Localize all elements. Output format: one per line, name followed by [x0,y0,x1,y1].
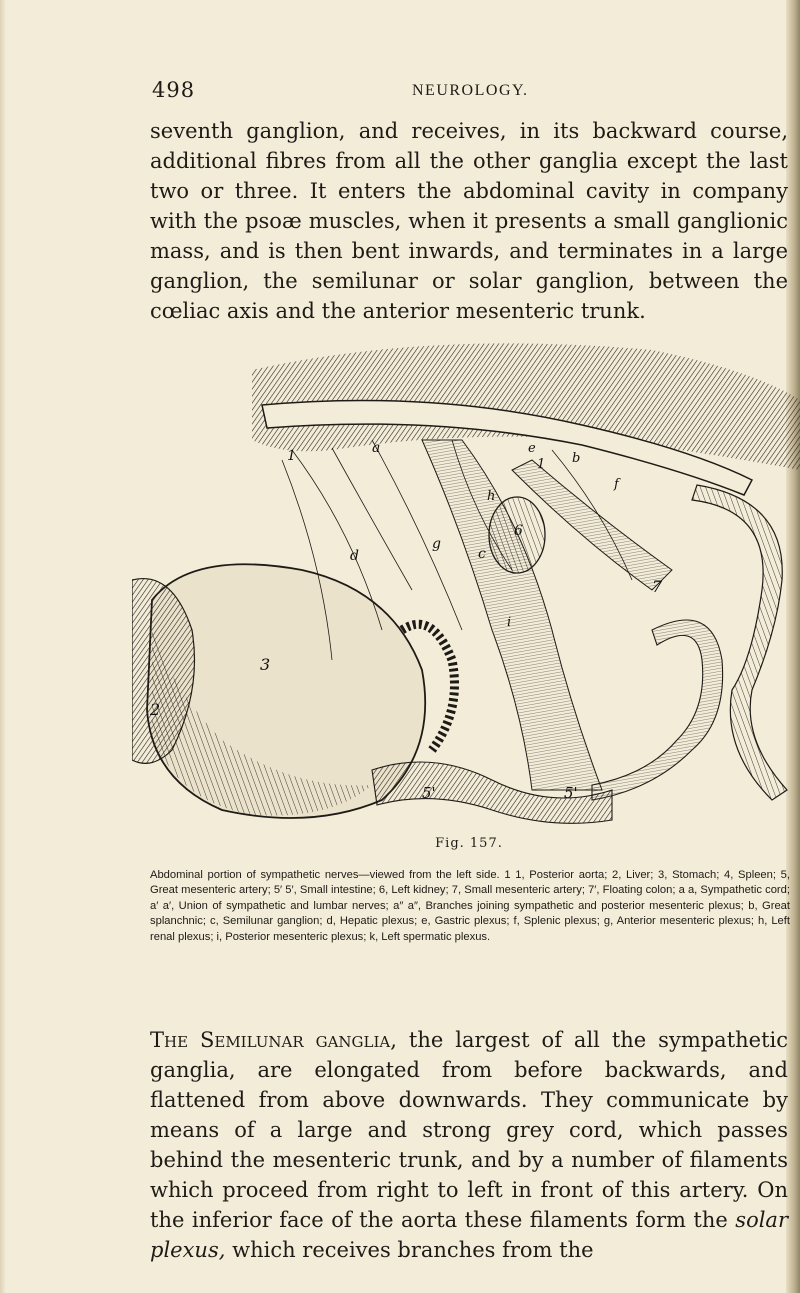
label-e: e [528,441,536,456]
paragraph-2-tail: which receives branches from the [232,1238,594,1262]
label-7: 7 [652,577,663,596]
paragraph-1: seventh ganglion, and receives, in its backward course, additional fibres from all the other ganglia except the last two or three. It enters the abdominal cavity in company with the psoæ muscles, when it presents a small ganglionic mass, and is then bent inwards, and terminates in a large ganglion, the semilunar or solar ganglion, between the cœliac axis and the anterior mesenteric trunk. [150,119,788,323]
label-3: 3 [260,655,271,674]
label-f: f [614,477,619,492]
running-head: NEUROLOGY. [412,82,529,99]
label-i: i [507,615,512,630]
figure-title: Fig. 157. [435,836,503,851]
label-5-prime-left: 5' [422,784,436,802]
page-number: 498 [152,78,196,102]
solar-plexus-term: solar plexus, [150,1208,788,1262]
label-a: a [372,440,381,456]
label-b: b [572,451,581,466]
page-header [148,78,788,108]
label-g: g [432,536,441,552]
paragraph-2-body: the largest of all the sympathetic ganglia, are elongated from before backwards, and flattened from above downwards. They communicate by means of a large and strong grey cord, which passes behind the mesenteric trunk, and by a number of filaments which proceed from right to left in front of this artery. On the inferior face of the aorta these filaments form the [150,1028,789,1232]
label-6: 6 [514,523,523,539]
label-1-right: 1 [537,457,546,472]
label-c: c [478,546,486,562]
semilunar-ganglia-heading: The Semilunar ganglia, [150,1028,397,1052]
colon-coil-2 [592,620,723,800]
engraving-illustration [132,330,800,830]
label-2: 2 [150,700,161,719]
anatomical-figure [132,330,800,830]
figure-caption: Abdominal portion of sympathetic nerves—viewed from the left side. 1 1, Posterior aorta; 2, Liver; 3, Stomach; 4, Spleen; 5, Great mesenteric artery; 5′ 5′, Small intestine; 6, Left kidney; 7, Small mesenteric artery; 7′, Floating colon; a a, Sympathetic cord; a′ a′, Union of sympathetic and lumbar nerves; a″ a″, Branches joining sympathetic and posterior mesenteric plexus; b, Great splanchnic; c, Semilunar ganglion; d, Hepatic plexus; e, Gastric plexus; f, Splenic plexus; g, Anterior mesenteric plexus; h, Left renal plexus; i, Posterior mesenteric plexus; k, Left spermatic plexus. [150,869,790,943]
paragraph-2 [150,1025,788,1265]
page-left-edge [0,0,6,1293]
label-5-prime-right: 5' [564,784,578,802]
mesentery-fan [422,440,602,790]
label-d: d [350,548,359,564]
label-1: 1 [287,448,296,464]
label-h: h [487,489,496,504]
